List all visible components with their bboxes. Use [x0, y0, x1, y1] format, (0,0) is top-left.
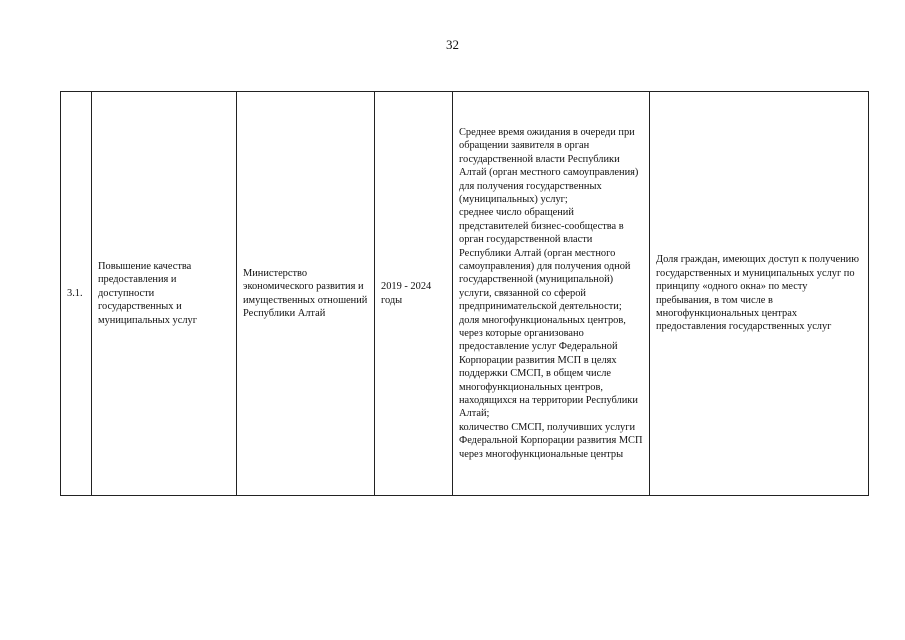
indicators-cell [453, 92, 650, 496]
measure-text: Повышение качества предоставления и доступности государственных и муниципальных услуг [98, 260, 197, 326]
program-measures-table [60, 91, 869, 496]
result-text: Доля граждан, имеющих доступ к получению государственных и муниципальных услуг по принципу «одного окна» по месту пребывания, в том числе в многофункциональных центрах предоставления государственных услуг [656, 254, 859, 333]
row-number-cell [61, 92, 92, 496]
page-number: 32 [446, 37, 459, 52]
executor-cell [237, 92, 375, 496]
table-row [61, 92, 869, 496]
period-cell [375, 92, 453, 496]
indicator-item: Среднее время ожидания в очереди при обращении заявителя в орган государственной власти Республики Алтай (орган местного самоуправления) для получения государственных (муниципальных) услуг; [459, 126, 639, 205]
period-text: 2019 - 2024 годы [381, 281, 432, 306]
executor-text: Министерство экономического развития и имущественных отношений Республики Алтай [243, 267, 368, 319]
indicator-item: доля многофункциональных центров, через которые организовано предоставление услуг Федеральной Корпорации развития МСП в целях поддержки СМСП, в общем числе многофункциональных центров, находящихся на территории Республики Алтай; [459, 314, 638, 420]
indicator-item: количество СМСП, получивших услуги Федеральной Корпорации развития МСП через многофункциональные центры [459, 421, 643, 460]
result-cell [650, 92, 869, 496]
measure-cell [92, 92, 237, 496]
indicator-item: среднее число обращений представителей бизнес-сообщества в орган государственной власти Республики Алтай (орган местного самоуправления) для получения одной государственной (муниципальной) услуги, связанной со сферой предпринимательской деятельности; [459, 207, 631, 313]
row-number: 3.1. [67, 287, 83, 299]
